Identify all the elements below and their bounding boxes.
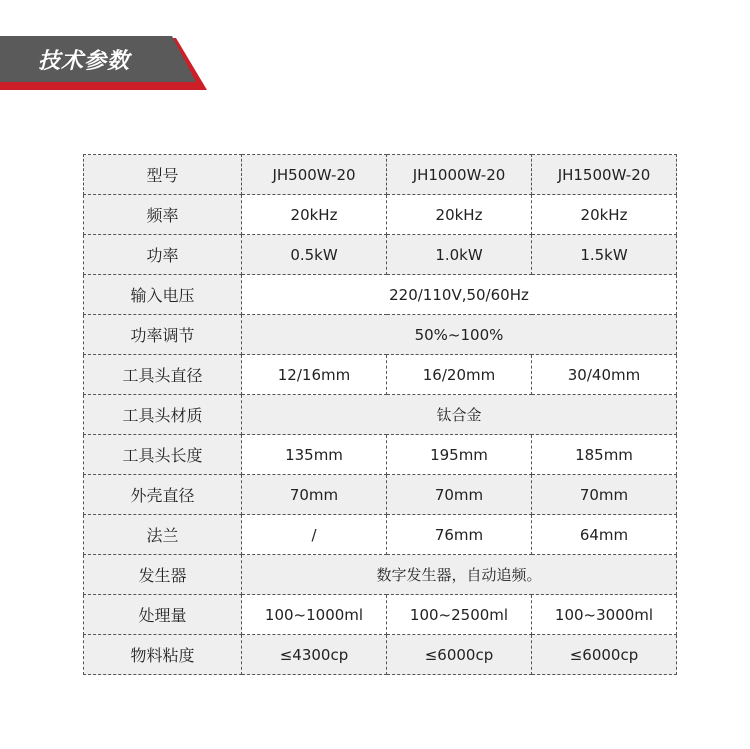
value-cell: / (242, 515, 387, 555)
value-cell: ≤6000cp (532, 635, 677, 675)
row-label: 工具头长度 (84, 435, 242, 475)
table-row (84, 235, 677, 275)
row-label: 法兰 (84, 515, 242, 555)
table-row (84, 595, 677, 635)
value-cell: 30/40mm (532, 355, 677, 395)
table-row (84, 155, 677, 195)
row-label: 工具头材质 (84, 395, 242, 435)
spec-table (83, 154, 677, 675)
value-cell: 100~3000ml (532, 595, 677, 635)
value-cell: ≤4300cp (242, 635, 387, 675)
row-label: 外壳直径 (84, 475, 242, 515)
value-cell: 12/16mm (242, 355, 387, 395)
section-title: 技术参数 (38, 49, 131, 74)
value-cell: 100~2500ml (387, 595, 532, 635)
merged-value-cell: 50%~100% (242, 315, 677, 355)
row-label: 输入电压 (84, 275, 242, 315)
value-cell: 135mm (242, 435, 387, 475)
row-label: 物料粘度 (84, 635, 242, 675)
table-row (84, 475, 677, 515)
value-cell: 20kHz (532, 195, 677, 235)
value-cell: 16/20mm (387, 355, 532, 395)
value-cell: ≤6000cp (387, 635, 532, 675)
table-row (84, 195, 677, 235)
value-cell: 70mm (242, 475, 387, 515)
merged-value-cell: 钛合金 (242, 395, 677, 435)
merged-value-cell: 数字发生器，自动追频。 (242, 555, 677, 595)
value-cell: 1.0kW (387, 235, 532, 275)
row-label: 型号 (84, 155, 242, 195)
value-cell: JH1000W-20 (387, 155, 532, 195)
row-label: 发生器 (84, 555, 242, 595)
table-row (84, 435, 677, 475)
value-cell: 64mm (532, 515, 677, 555)
value-cell: 100~1000ml (242, 595, 387, 635)
table-row (84, 515, 677, 555)
row-label: 功率调节 (84, 315, 242, 355)
table-row (84, 635, 677, 675)
section-banner (0, 0, 210, 96)
row-label: 处理量 (84, 595, 242, 635)
table-row (84, 555, 677, 595)
row-label: 功率 (84, 235, 242, 275)
table-row (84, 275, 677, 315)
value-cell: 76mm (387, 515, 532, 555)
value-cell: 1.5kW (532, 235, 677, 275)
row-label: 频率 (84, 195, 242, 235)
value-cell: 70mm (532, 475, 677, 515)
value-cell: 20kHz (242, 195, 387, 235)
value-cell: 185mm (532, 435, 677, 475)
value-cell: JH1500W-20 (532, 155, 677, 195)
table-row (84, 395, 677, 435)
value-cell: 195mm (387, 435, 532, 475)
value-cell: 70mm (387, 475, 532, 515)
value-cell: 20kHz (387, 195, 532, 235)
value-cell: JH500W-20 (242, 155, 387, 195)
value-cell: 0.5kW (242, 235, 387, 275)
merged-value-cell: 220/110V,50/60Hz (242, 275, 677, 315)
table-row (84, 355, 677, 395)
table-row (84, 315, 677, 355)
row-label: 工具头直径 (84, 355, 242, 395)
